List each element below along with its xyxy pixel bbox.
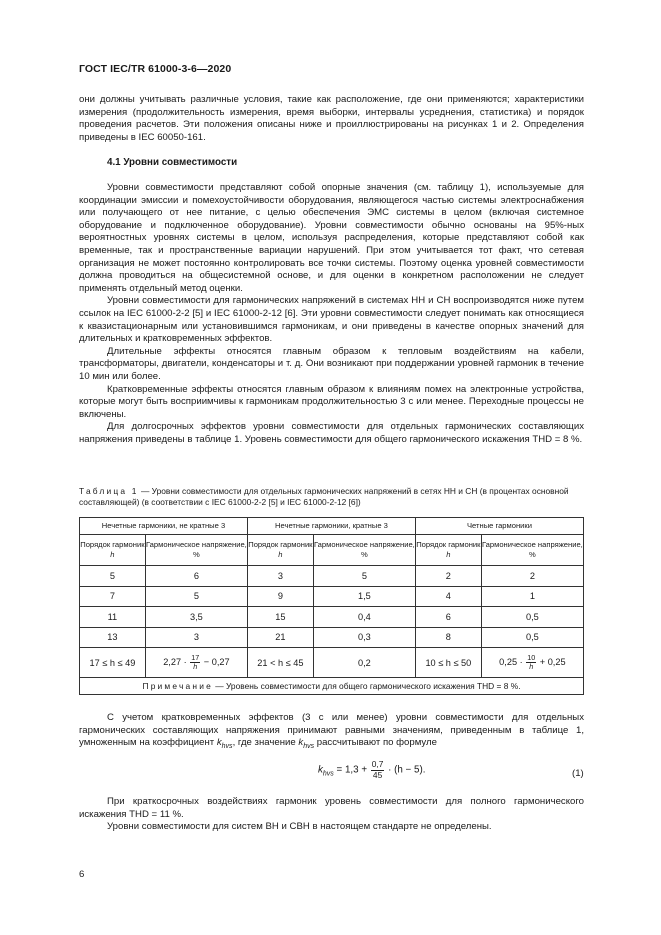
table-cell: 5 (80, 566, 146, 587)
table-note: Примечание — Уровень совместимости для общего гармонического искажения THD = 8 %. (80, 678, 584, 695)
paragraph-5: Для долгосрочных эффектов уровни совместимости для отдельных гармонических составляющих напряжения приведены в таблице 1. Уровень совместимости для общего гармонического искажения THD = 8 %. (79, 421, 584, 445)
group-header-odd-triplen: Нечетные гармоники, кратные 3 (247, 518, 415, 535)
order-header: Порядок гармоник h (80, 535, 146, 566)
table-cell: 4 (415, 586, 481, 607)
formula-cell: 2,27 · $\frac{17}{h}$ − 0,27 (145, 648, 247, 678)
fraction: $\frac{17}{h}$ (191, 653, 200, 671)
paragraph-2: Уровни совместимости для гармонических напряжений в системах НН и СН воспроизводятся ниже путем ссылок на IEC 61000-2-2 [5] и IEC 61000-2-12 [6]. Эти уровни совместимости следует понимать как относящиеся к квазистационарным или установившимся гармоникам, и они приведены в качестве опорных значений для длительных и кратковременных эффектов. (79, 295, 584, 345)
formula-1: $k_{hvs} = 1,3$ + $\frac{0,7}{45}$ · (h − 5). (318, 759, 426, 780)
group-header-even: Четные гармоники (415, 518, 583, 535)
table-row (80, 648, 584, 678)
paragraph-3: Длительные эффекты относятся главным образом к тепловым воздействиям на кабели, трансформаторы, двигатели, конденсаторы и т. д. Они возникают при поддержании уровней гармоник в течение 10 мин или более. (79, 345, 584, 382)
table-caption (79, 486, 584, 509)
table-cell: 0,5 (481, 627, 583, 648)
voltage-header: Гармоническое напряжение, % (313, 535, 415, 566)
formula-cell: 0,25 · $\frac{10}{h}$ + 0,25 (481, 648, 583, 678)
section-body (79, 182, 584, 446)
table-cell: 1,5 (313, 586, 415, 607)
table-caption-label: Таблица 1 (79, 486, 139, 496)
section-title: 4.1 Уровни совместимости (107, 157, 238, 168)
table-cell: 9 (247, 586, 313, 607)
table-cell: 0,4 (313, 607, 415, 628)
compatibility-table (79, 517, 584, 695)
formula-number: (1) (572, 768, 584, 779)
table-cell: 5 (145, 586, 247, 607)
voltage-header: Гармоническое напряжение, % (481, 535, 583, 566)
table-cell: 17 ≤ h ≤ 49 (80, 648, 146, 678)
table-cell: 7 (80, 586, 146, 607)
table-cell: 0,5 (481, 607, 583, 628)
intro-paragraph: они должны учитывать различные условия, такие как расположение, где они применяются; характеристики измерения (продолжительность измерения, время выборки, интервалы усреднения, статистика) и порядок проведения расчетов. Эти положения описаны ниже и проиллюстрированы на рисунках 1 и 2. Определения приведены в IEC 60050-161. (79, 94, 584, 143)
table-note-row (80, 678, 584, 695)
table-row (80, 607, 584, 628)
after-table-block (79, 712, 584, 754)
paragraph-1: Уровни совместимости представляют собой опорные значения (см. таблицу 1), используемые для координации эмиссии и помехоустойчивости оборудования, являющегося частью системы электроснабжения или получающего от нее питание, с целью обеспечения ЭМС системы в целом (включая системное оборудование и подключенное оборудование). Уровни совместимости обычно основаны на 95%-ных вероятностных уровнях системы в целом, используя распределения, которые представляют собой как временные, так и пространственные вариации нарушений. При этом учитывается тот факт, что сетевая организация не может постоянно контролировать все точки системы. Поэтому оценка уровней совместимости должна проводиться на общесистемной основе, и для оценки в конкретном расположении не следует применять отдельный метод оценки. (79, 182, 584, 294)
table-cell: 5 (313, 566, 415, 587)
fraction: $\frac{10}{h}$ (527, 653, 536, 671)
table-cell: 0,2 (313, 648, 415, 678)
table-row (80, 566, 584, 587)
table-cell: 1 (481, 586, 583, 607)
standard-header: ГОСТ IEC/TR 61000-3-6—2020 (79, 63, 232, 75)
table-cell: 11 (80, 607, 146, 628)
table-cell: 0,3 (313, 627, 415, 648)
table-cell: 2 (481, 566, 583, 587)
paragraph-thd: При краткосрочных воздействиях гармоник уровень совместимости для полного гармонического искажения THD = 11 %. (79, 796, 584, 820)
table-cell: 3 (145, 627, 247, 648)
table-caption-text: — Уровни совместимости для отдельных гармонических напряжений в сетях НН и СН (в процентах основной составляющей) (в соответствии с IEC 61000-2-2 [5] и IEC 61000-2-12 [6]) (79, 486, 569, 508)
table-cell: 6 (145, 566, 247, 587)
table-cell: 21 (247, 627, 313, 648)
table-cell: 3,5 (145, 607, 247, 628)
table-cell: 13 (80, 627, 146, 648)
table-cell: 21 < h ≤ 45 (247, 648, 313, 678)
table-row (80, 627, 584, 648)
table-cell: 6 (415, 607, 481, 628)
table-cell: 8 (415, 627, 481, 648)
paragraph-4: Кратковременные эффекты относятся главным образом к влияниям помех на электронные устройства, которые могут быть восприимчивы к гармоникам продолжительностью 3 с или менее. Переходные процессы не включены. (79, 383, 584, 420)
table-cell: 2 (415, 566, 481, 587)
voltage-header: Гармоническое напряжение, % (145, 535, 247, 566)
group-header-odd-non-triplen: Нечетные гармоники, не кратные 3 (80, 518, 248, 535)
table-cell: 15 (247, 607, 313, 628)
order-header: Порядок гармоник h (415, 535, 481, 566)
paragraph-hv: Уровни совместимости для систем ВН и СВН в настоящем стандарте не определены. (107, 821, 492, 833)
intro-paragraph-block (79, 94, 584, 144)
table-cell: 10 ≤ h ≤ 50 (415, 648, 481, 678)
fraction: $\frac{0,7}{45}$ (371, 759, 384, 780)
order-header: Порядок гармоник h (247, 535, 313, 566)
table-cell: 3 (247, 566, 313, 587)
table-row (80, 586, 584, 607)
paragraph-short-term: С учетом кратковременных эффектов (3 с или менее) уровни совместимости для отдельных гармонических составляющих напряжения принимают равными значениям, приведенным в таблице 1, умноженным на коэффициент $k_{hvs}$, где значение $k_{hvs}$ рассчитывают по формуле (79, 712, 584, 751)
closing-block (79, 796, 584, 834)
page-number: 6 (79, 869, 85, 880)
